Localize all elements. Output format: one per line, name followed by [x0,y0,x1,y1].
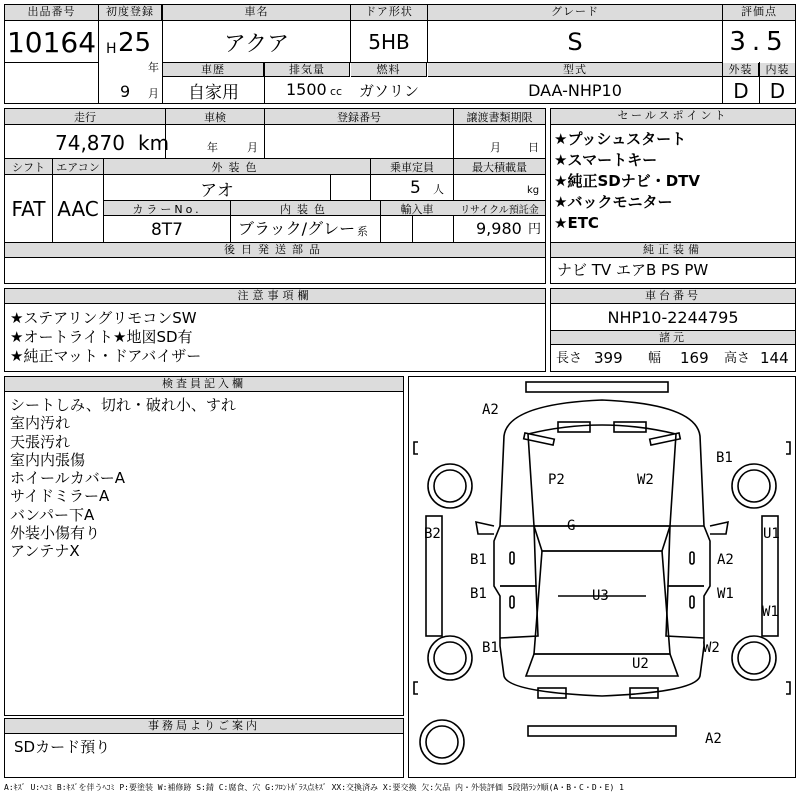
inspector-notes [10,396,236,561]
width-value: 169 [680,349,709,367]
damage-right-front-pillar: U1 [763,526,780,542]
month-unit: 月 [148,87,159,100]
model-label: 型式 [428,63,722,77]
capacity-unit: 人 [433,183,444,196]
damage-hood-right: W2 [637,472,654,488]
sales-point-item: ★バックモニター [554,193,673,211]
first-reg-year: 25 [118,28,152,58]
later-parts-label: 後日発送部品 [5,243,545,258]
shift-value: FAT [11,197,46,221]
mileage-label: 走行 [74,111,96,124]
fuel-type: ガソリン [358,82,419,100]
recycle-label: リサイクル預託金 [460,205,539,216]
damage-right-rear-pillar: W1 [762,604,779,620]
color-no-value: 8T7 [150,219,184,240]
sales-points-label: セールスポイント [551,109,795,125]
inspection-label: 車検 [204,111,226,124]
height-label: 高さ [724,351,751,366]
genuine-equipment: ナビ TV エアB PS PW [557,261,709,279]
damage-roof: G [567,518,576,534]
chassis-label: 車台番号 [551,289,795,304]
score: 3.5 [729,27,789,57]
width-label: 幅 [648,351,662,366]
recycle-value: 9,980 [476,219,522,238]
damage-hood: P2 [548,472,565,488]
shift-label: シフト [12,161,45,174]
score-label: 評価点 [723,5,795,21]
grade-label: グレード [428,5,722,21]
int-color-label: 内装色 [280,202,331,216]
mileage-unit: km [138,131,170,155]
damage-left-front-door: B1 [470,552,487,568]
stock-number: 10164 [6,25,97,59]
rear-bumper-outline [528,726,676,736]
displacement-value: 1500 [286,80,327,99]
fuel-label: 燃料 [351,63,427,77]
damage-left-rear-fender: B1 [482,640,499,656]
inspector-item: ホイールカバーA [10,469,125,488]
ext-color-label: 外装色 [211,161,263,174]
length-value: 399 [594,349,623,367]
import-label: 輸入車 [400,202,434,216]
car-name-label: 車名 [163,5,350,21]
length-label: 長さ [556,351,583,366]
roof-outline [534,526,670,551]
capacity-value: 5 [410,178,421,198]
interior-label: 内装 [760,63,795,77]
max-load-label: 最大積載量 [472,161,527,174]
inspector-item: 天張汚れ [10,432,71,451]
notes-label: 注意事項欄 [5,289,545,304]
car-diagram-svg [408,376,796,778]
interior-grade: D [769,78,786,103]
transfer-day-unit: 日 [528,141,539,154]
era: H [106,41,117,57]
inspector-item: 室内汚れ [10,414,71,433]
rear-window [526,654,678,676]
sales-point-item: ★スマートキー [554,151,658,169]
door-label: ドア形状 [351,5,427,21]
exterior-label: 外装 [723,63,759,77]
exterior-grade: D [733,78,749,103]
note-item: ★ステアリングリモコンSW [10,309,197,327]
sales-point-item: ★純正SDナビ・DTV [554,172,700,190]
inspector-item: 室内内張傷 [10,450,86,469]
sales-points-list [554,129,700,234]
height-value: 144 [760,349,789,367]
damage-trunk: U2 [632,656,649,672]
note-item: ★オートライト★地図SD有 [10,328,193,346]
sales-point-item: ★ETC [554,214,599,232]
damage-front-bumper: A2 [482,402,499,418]
capacity-label: 乗車定員 [390,161,434,174]
ac-label: エアコン [56,161,100,174]
model-code: DAA-NHP10 [528,81,622,100]
inspection-year-unit: 年 [207,141,218,154]
notes-list [10,309,201,366]
inspector-item: 外装小傷有り [10,524,101,543]
max-load-unit: kg [527,185,540,196]
reg-no-label: 登録番号 [337,111,381,124]
damage-right-rear-door: W1 [717,586,734,602]
int-color-value: ブラック/グレー [238,219,356,238]
ext-color-value: アオ [200,180,234,201]
damage-rear-bumper: A2 [705,731,722,747]
ac-value: AAC [57,197,99,221]
transfer-month-unit: 月 [490,141,501,154]
mileage-value: 74,870 [55,131,125,155]
note-item: ★純正マット・ドアバイザー [10,347,202,365]
office-label: 事務局よりご案内 [5,719,403,734]
vehicle-history: 自家用 [188,83,239,103]
recycle-unit: 円 [528,222,542,237]
inspector-item: バンパー下A [10,505,95,524]
car-body-outline [494,400,710,696]
color-no-label: カラーNo. [132,202,202,216]
displacement-label: 排気量 [265,63,350,77]
damage-right-rear-fender: W2 [703,640,720,656]
transfer-label: 譲渡書類期限 [466,111,533,124]
damage-center: U3 [592,588,609,604]
stock-no-label: 出品番号 [5,5,98,21]
grade: S [567,28,583,56]
first-reg-label: 初度登録 [99,5,162,21]
first-reg-month: 9 [120,82,131,101]
damage-right-front-wheel: B1 [716,450,733,466]
car-name: アクア [223,31,290,57]
door-type: 5HB [368,30,410,54]
damage-right-front-door: A2 [717,552,734,568]
inspector-label: 検査員記入欄 [5,377,403,392]
inspection-month-unit: 月 [247,141,258,154]
front-bumper-outline [526,382,668,392]
damage-left-rear-door: B1 [470,586,487,602]
history-label: 車歴 [163,63,264,77]
legend-footer: A:ｷｽﾞ U:ﾍｺﾐ B:ｷｽﾞを伴うﾍｺﾐ P:要塗装 W:補修跡 S:錆 C:腐食、穴 G:ﾌﾛﾝﾄｶﾞﾗｽ点ｷｽﾞ XX:交換済み X:要交換 欠:欠品 内・外装評価 5段階ﾗﾝｸ順(A・B・C・D・E) 1 [4,783,624,792]
year-unit: 年 [148,61,159,74]
chassis-number: NHP10-2244795 [607,308,739,327]
inspector-item: サイドミラーA [10,487,110,506]
int-color-suffix: 系 [357,225,368,238]
damage-left-front-fender: B2 [424,526,441,542]
dimensions-label: 諸元 [551,331,795,345]
displacement-unit: cc [330,85,343,98]
inspector-item: アンテナX [10,542,80,561]
genuine-label: 純正装備 [551,243,795,258]
office-message: SDカード預り [14,738,111,756]
inspector-item: シートしみ、切れ・破れ小、すれ [10,396,236,414]
sales-point-item: ★プッシュスタート [554,130,687,148]
